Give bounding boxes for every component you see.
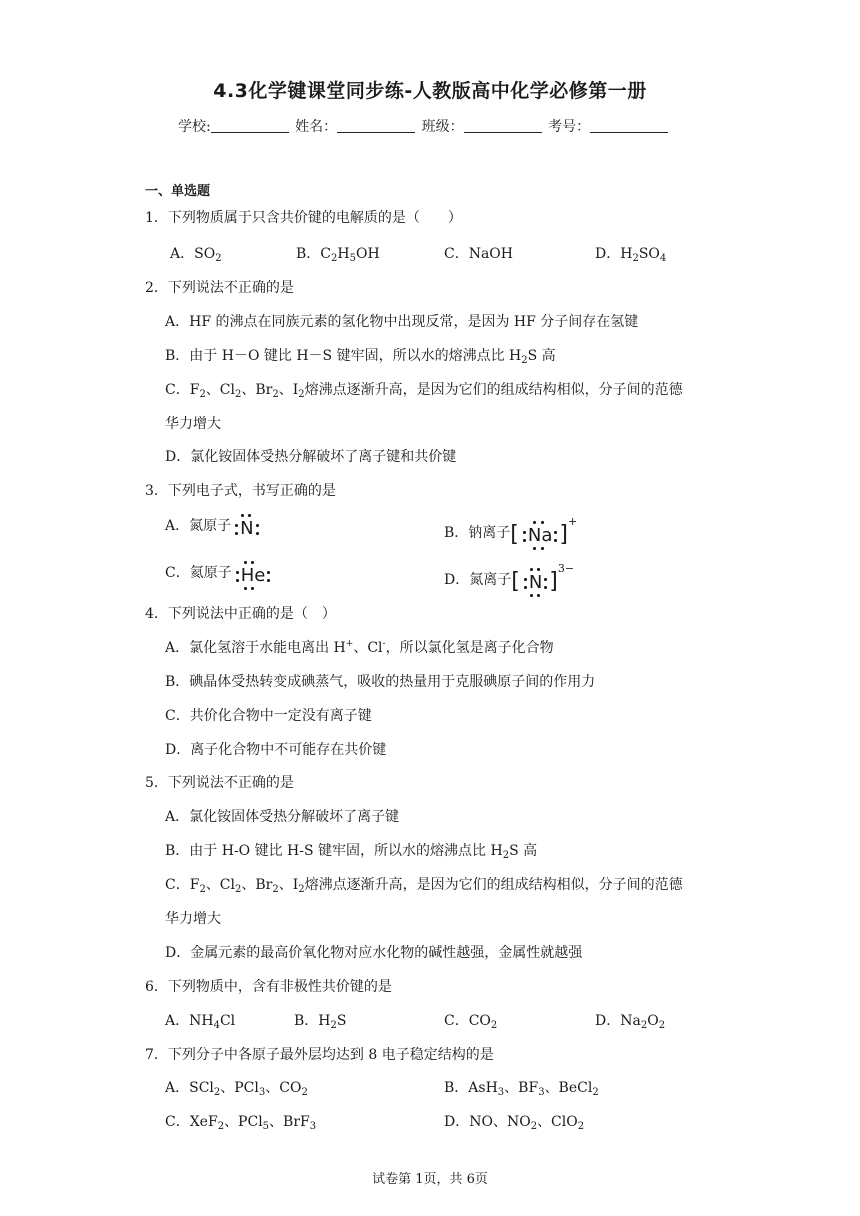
q1-option-c: C．NaOH (444, 246, 513, 262)
q5-option-d: D．金属元素的最高价氧化物对应水化物的碱性越强，金属性就越强 (165, 945, 583, 961)
q1-option-a: A．$SO_2$ (170, 246, 222, 264)
q4-option-b: B．碘晶体受热转变成碘蒸气，吸收的热量用于克服碘原子间的作用力 (165, 674, 596, 690)
lewis-dot-nitrogen-atom: N (233, 518, 260, 539)
q4-option-c: C．共价化合物中一定没有离子键 (165, 708, 372, 724)
question-4-stem: 4．下列说法中正确的是（ ） (145, 606, 336, 622)
q4-option-d: D．离子化合物中不可能存在共价键 (165, 742, 387, 758)
q7-option-a: A．SCl$_2$、PCl$_3$、$CO_2$ (165, 1080, 308, 1098)
exam-no-label: 考号： (548, 119, 591, 135)
name-label: 姓名： (295, 119, 338, 135)
q5-option-c: C．$F_2$、$Cl_2$、$Br_2$、$I_2$熔沸点逐渐升高，是因为它们的组成结构相似，分子间的范德 (165, 877, 683, 895)
exam-no-blank[interactable] (590, 118, 668, 133)
q2-option-b: B．由于 H－O 键比 H－S 键牢固，所以水的熔沸点比 $H_2S$ 高 (165, 348, 556, 366)
q5-option-b: B．由于 H-O 键比 H-S 键牢固，所以水的熔沸点比 $H_2S$ 高 (165, 843, 538, 861)
class-blank[interactable] (464, 118, 542, 133)
q2-option-c: C．$F_2$、$Cl_2$、$Br_2$、$I_2$熔沸点逐渐升高，是因为它们的组成结构相似，分子间的范德 (165, 382, 683, 400)
q6-option-a: A．$NH_4Cl$ (165, 1013, 236, 1031)
q1-option-d: D．$H_2SO_4$ (595, 246, 667, 264)
school-blank[interactable] (211, 118, 289, 133)
q3-option-b: B．钠离子[ Na ]+ (444, 515, 577, 547)
student-info-line (178, 116, 670, 136)
q5-option-c-continued: 华力增大 (165, 911, 221, 927)
q2-option-d: D．氯化铵固体受热分解破坏了离子键和共价键 (165, 449, 457, 465)
q6-option-b: B．$H_2S$ (294, 1013, 347, 1031)
q3-option-a: A．氮原子 N (165, 515, 261, 539)
q7-option-c: C．XeF$_2$、PCl$_5$、BrF$_3$ (165, 1114, 317, 1132)
q6-option-d: D．$Na_2O_2$ (595, 1013, 666, 1031)
q7-option-b: B．AsH$_3$、$BF_3$、BeCl$_2$ (444, 1080, 599, 1098)
q1-option-b: B．$C_2H_5OH$ (296, 246, 380, 264)
q5-option-a: A．氯化铵固体受热分解破坏了离子键 (165, 809, 400, 825)
section-title: 一、单选题 (145, 184, 211, 199)
page-title: 4.3化学键课堂同步练-人教版高中化学必修第一册 (213, 80, 647, 102)
school-label: 学校: (178, 119, 211, 135)
lewis-dot-nitride-ion: N (522, 572, 549, 593)
name-blank[interactable] (337, 118, 415, 133)
lewis-dot-helium-atom: He (234, 565, 273, 586)
lewis-dot-sodium-ion: Na (521, 525, 560, 546)
question-7-stem: 7．下列分子中各原子最外层均达到 8 电子稳定结构的是 (145, 1047, 494, 1063)
q6-option-c: C．$CO_2$ (444, 1013, 498, 1031)
q2-option-a: A．HF 的沸点在同族元素的氢化物中出现反常，是因为 HF 分子间存在氢键 (165, 314, 639, 330)
question-6-stem: 6．下列物质中，含有非极性共价键的是 (145, 979, 392, 995)
q3-option-c: C．氦原子 He (165, 562, 272, 586)
question-3-stem: 3．下列电子式，书写正确的是 (145, 483, 336, 499)
question-2-stem: 2．下列说法不正确的是 (145, 280, 294, 296)
page-footer: 试卷第 1页，共 6页 (372, 1172, 488, 1187)
q7-option-d: D．NO、$NO_2$、ClO$_2$ (444, 1114, 585, 1132)
q4-option-a: A．氯化氢溶于水能电离出 H+、Cl-，所以氯化氢是离子化合物 (165, 639, 554, 656)
question-1-stem: 1．下列物质属于只含共价键的电解质的是（ ） (145, 210, 462, 226)
question-5-stem: 5．下列说法不正确的是 (145, 775, 294, 791)
q2-option-c-continued: 华力增大 (165, 416, 221, 432)
q3-option-d: D．氮离子[ N ]$^{3-}$ (444, 562, 574, 594)
class-label: 班级： (421, 119, 464, 135)
